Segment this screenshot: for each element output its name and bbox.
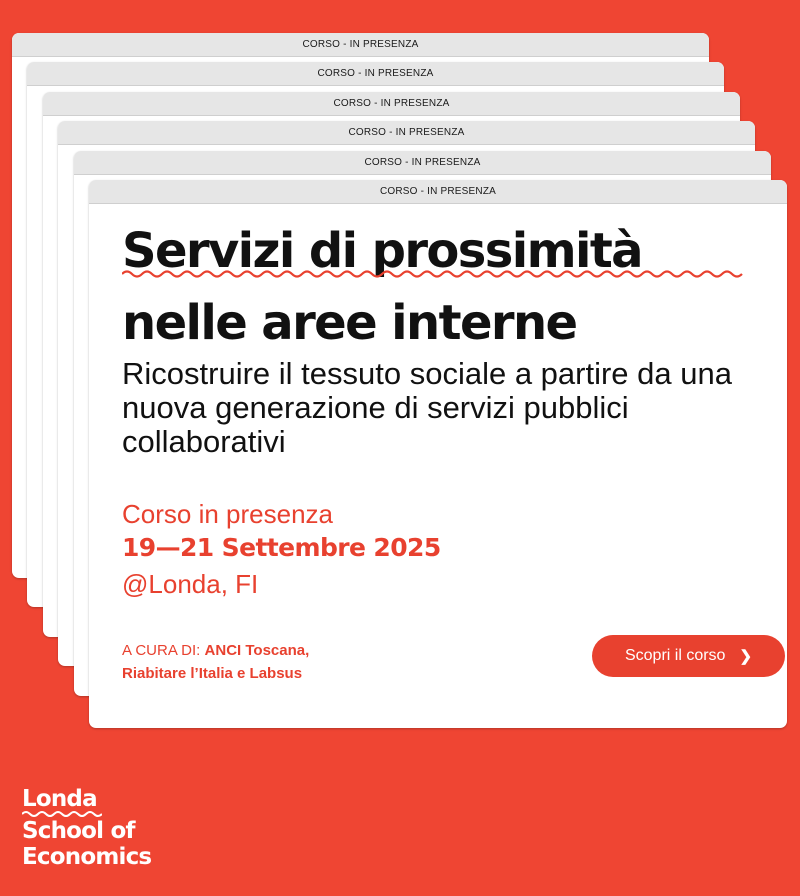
window-title-bar: CORSO - IN PRESENZA [43, 92, 740, 116]
course-curators [122, 639, 309, 685]
window-title-bar: CORSO - IN PRESENZA [12, 33, 709, 57]
window-title-bar: CORSO - IN PRESENZA [27, 62, 724, 86]
chevron-right-icon: ❯ [739, 648, 753, 665]
window-title-bar: CORSO - IN PRESENZA [74, 151, 771, 175]
discover-course-button[interactable] [592, 635, 785, 677]
squiggle-underline-icon [122, 268, 746, 280]
discover-course-label: Scopri il corso [624, 647, 726, 664]
logo-line2: School of [22, 818, 135, 844]
logo-line3: Economics [22, 844, 152, 870]
course-location: @Londa, FI [122, 569, 259, 599]
course-title-line2: nelle aree interne [122, 295, 577, 351]
course-dates: 19—21 Settembre 2025 [122, 533, 441, 562]
curators-line1: ANCI Toscana, [204, 642, 310, 659]
course-card-content [122, 203, 767, 728]
course-title-line1: Servizi di prossimità [122, 223, 642, 279]
curators-line2: Riabitare l’Italia e Labsus [122, 665, 303, 682]
londa-school-logo [22, 786, 151, 870]
window-title-bar: CORSO - IN PRESENZA [58, 121, 755, 145]
logo-line1: Londa [22, 786, 97, 812]
course-mode: Corso in presenza [122, 499, 333, 529]
course-title [122, 223, 642, 351]
course-subtitle: Ricostruire il tessuto sociale a partire da una nuova generazione di servizi pubblici collaborativi [122, 356, 732, 459]
course-card-window [89, 180, 787, 728]
curated-label: A CURA DI: [122, 642, 201, 659]
window-title-bar: CORSO - IN PRESENZA [89, 180, 787, 204]
